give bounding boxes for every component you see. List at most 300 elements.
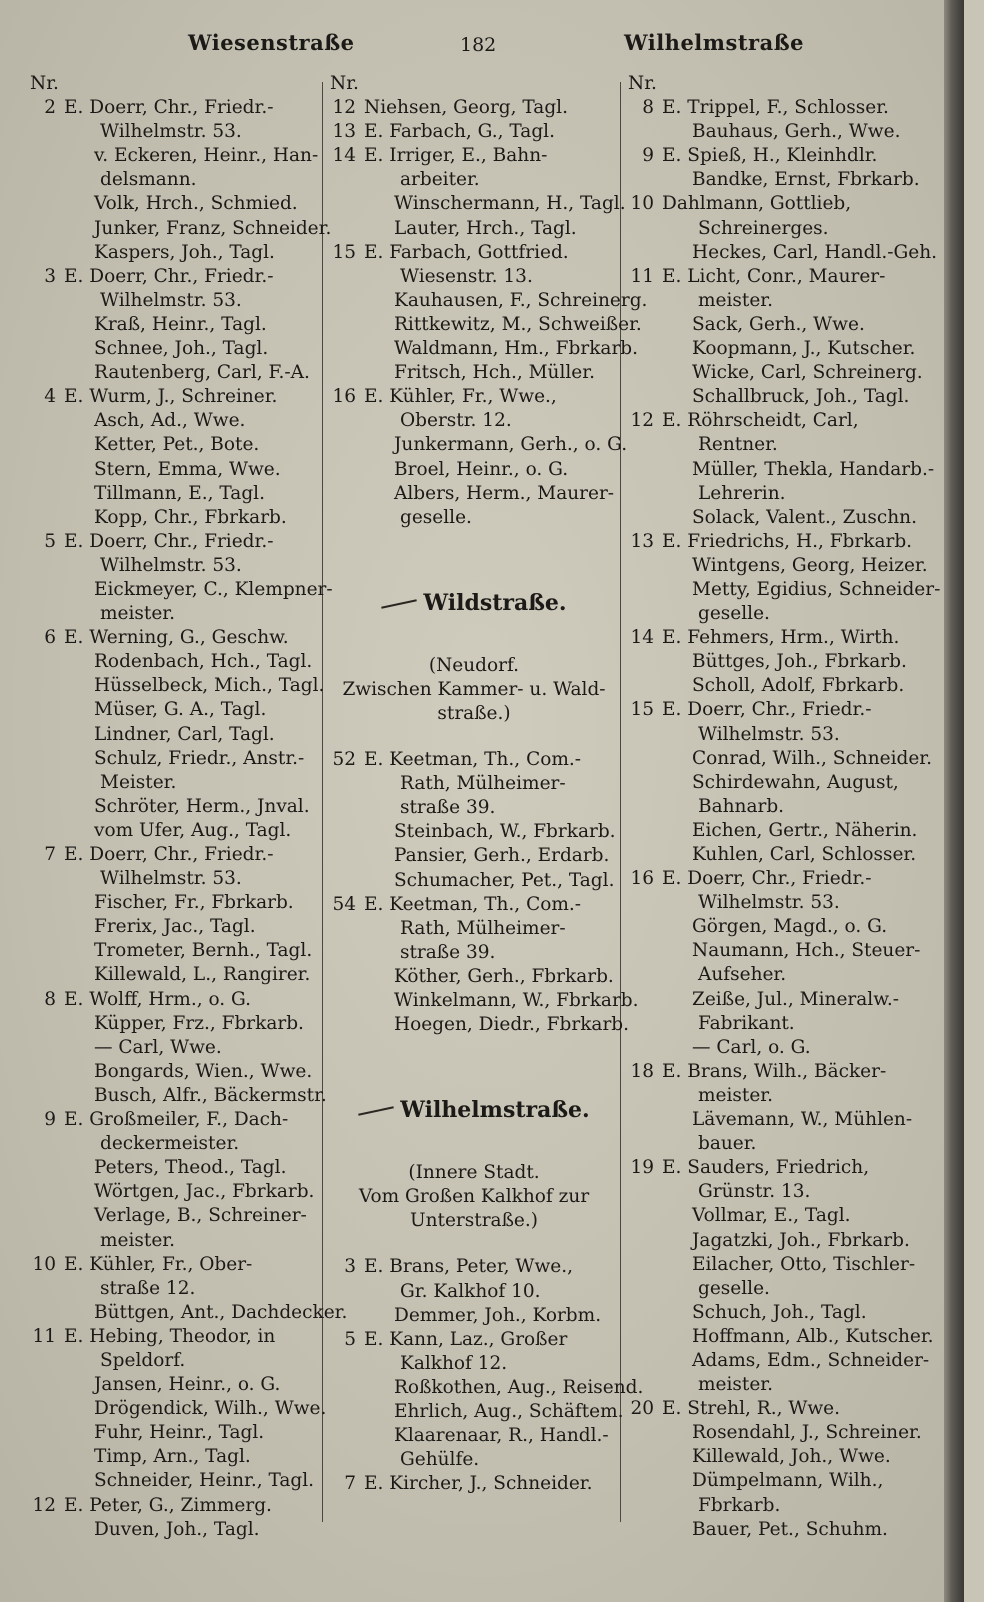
- resident-text: Volk, Hrch., Schmied.: [94, 193, 298, 215]
- entry-continuation: [30, 602, 318, 626]
- resident-entry: [30, 1421, 318, 1445]
- house-number: 5: [44, 530, 56, 552]
- resident-text: bauer.: [698, 1133, 757, 1155]
- resident-text: Wintgens, Georg, Heizer.: [692, 554, 928, 576]
- resident-text: Kraß, Heinr., Tagl.: [94, 313, 267, 335]
- resident-entry: [628, 385, 928, 409]
- resident-text: Rittkewitz, M., Schweißer.: [394, 313, 642, 335]
- house-entry: [30, 843, 318, 867]
- resident-entry: [628, 1349, 928, 1373]
- resident-text: Hoffmann, Alb., Kutscher.: [692, 1325, 934, 1347]
- house-number-label: Nr.: [330, 73, 359, 94]
- house-entry: [628, 626, 928, 650]
- house-number: 18: [630, 1060, 654, 1082]
- resident-entry: [30, 891, 318, 915]
- street-section-heading: [330, 1081, 618, 1139]
- house-number: 19: [630, 1157, 654, 1179]
- resident-entry: [628, 1518, 928, 1542]
- resident-entry: [628, 915, 928, 939]
- resident-text: Hoegen, Diedr., Fbrkarb.: [394, 1014, 630, 1036]
- resident-entry: [30, 1518, 318, 1542]
- house-entry: [30, 626, 318, 650]
- resident-text: E. Kühler, Fr., Ober-: [64, 1253, 253, 1275]
- resident-text: Stern, Emma, Wwe.: [94, 458, 281, 480]
- resident-entry: [30, 1373, 318, 1397]
- resident-text: Zeiße, Jul., Mineralw.-: [692, 988, 899, 1010]
- resident-text: Gehülfe.: [400, 1449, 480, 1471]
- resident-entry: [30, 1445, 318, 1469]
- resident-text: Büttgen, Ant., Dachdecker.: [94, 1301, 348, 1323]
- resident-entry: [30, 337, 318, 361]
- resident-text: E. Brans, Wilh., Bäcker-: [662, 1060, 887, 1082]
- resident-entry: [30, 1397, 327, 1421]
- entry-continuation: [30, 1277, 318, 1301]
- house-number: 12: [630, 410, 654, 432]
- house-number: 3: [344, 1256, 356, 1278]
- resident-text: Wiesenstr. 13.: [400, 265, 533, 287]
- house-entry: [628, 1060, 928, 1084]
- entry-continuation: [628, 963, 928, 987]
- resident-text: Rodenbach, Hch., Tagl.: [94, 651, 313, 673]
- resident-text: Küpper, Frz., Fbrkarb.: [94, 1012, 304, 1034]
- resident-text: Eichen, Gertr., Näherin.: [692, 819, 918, 841]
- resident-text: straße 39.: [400, 941, 496, 963]
- resident-text: Hüsselbeck, Mich., Tagl.: [94, 675, 325, 697]
- house-entry: [628, 698, 928, 722]
- entry-continuation: [628, 602, 928, 626]
- house-number: 7: [344, 1473, 356, 1495]
- house-entry: [330, 241, 618, 265]
- resident-entry: [628, 458, 935, 482]
- resident-text: E. Sauders, Friedrich,: [662, 1157, 870, 1179]
- resident-text: E. Licht, Conr., Maurer-: [662, 265, 886, 287]
- resident-text: Rath, Mülheimer-: [400, 917, 566, 939]
- spacer: [330, 632, 618, 654]
- resident-text: Speldorf.: [100, 1349, 186, 1371]
- house-entry: [30, 988, 318, 1012]
- resident-text: Oberstr. 12.: [400, 410, 512, 432]
- resident-entry: [628, 1204, 928, 1228]
- resident-text: meister.: [698, 1084, 773, 1106]
- resident-text: Sack, Gerh., Wwe.: [692, 313, 865, 335]
- street-section-heading: [330, 574, 618, 632]
- resident-entry: [628, 939, 928, 963]
- resident-text: Verlage, B., Schreiner-: [94, 1205, 307, 1227]
- house-entry: [330, 120, 618, 144]
- resident-entry: [30, 939, 318, 963]
- resident-text: E. Doerr, Chr., Friedr.-: [64, 530, 274, 552]
- resident-entry: [330, 820, 618, 844]
- house-number: 9: [44, 1109, 56, 1131]
- resident-text: Klaarenaar, R., Handl.-: [394, 1425, 609, 1447]
- resident-text: E. Keetman, Th., Com.-: [364, 893, 582, 915]
- resident-text: Frerix, Jac., Tagl.: [94, 916, 256, 938]
- resident-text: Schuch, Joh., Tagl.: [692, 1301, 867, 1323]
- street-name: Wilhelmstraße.: [400, 1097, 590, 1124]
- resident-text: Schneider, Heinr., Tagl.: [94, 1470, 315, 1492]
- header-right-street: Wilhelmstraße: [624, 30, 805, 55]
- resident-text: Busch, Alfr., Bäckermstr.: [94, 1084, 327, 1106]
- house-entry: [628, 530, 928, 554]
- resident-entry: [628, 674, 928, 698]
- pencil-mark: [382, 599, 418, 608]
- resident-entry: [628, 241, 938, 265]
- street-description: [330, 702, 618, 726]
- street-description-text: Unterstraße.): [410, 1210, 538, 1232]
- resident-entry: [330, 289, 648, 313]
- resident-text: Müller, Thekla, Handarb.-: [692, 458, 935, 480]
- resident-text: Winschermann, H., Tagl.: [394, 193, 626, 215]
- house-entry: [330, 385, 618, 409]
- resident-text: E. Spieß, H., Kleinhdlr.: [662, 145, 878, 167]
- resident-entry: [30, 650, 318, 674]
- resident-entry: [330, 1376, 644, 1400]
- resident-text: Bauhaus, Gerh., Wwe.: [692, 121, 901, 143]
- resident-entry: [30, 698, 318, 722]
- resident-text: E. Brans, Peter, Wwe.,: [364, 1256, 573, 1278]
- spacer: [330, 1233, 618, 1255]
- resident-text: Meister.: [100, 771, 177, 793]
- house-number: 12: [32, 1494, 56, 1516]
- entry-continuation: [330, 796, 618, 820]
- resident-text: Wilhelmstr. 53.: [100, 289, 242, 311]
- resident-text: Eickmeyer, C., Klempner-: [94, 578, 333, 600]
- resident-entry: [30, 433, 318, 457]
- resident-text: geselle.: [698, 603, 770, 625]
- resident-text: Bahnarb.: [698, 795, 785, 817]
- resident-text: deckermeister.: [100, 1133, 240, 1155]
- house-number: 11: [630, 265, 654, 287]
- resident-text: Schnee, Joh., Tagl.: [94, 338, 269, 360]
- resident-entry: [30, 674, 325, 698]
- resident-entry: [330, 869, 618, 893]
- resident-text: Steinbach, W., Fbrkarb.: [394, 821, 616, 843]
- resident-text: E. Wolff, Hrm., o. G.: [64, 988, 252, 1010]
- resident-entry: [330, 989, 639, 1013]
- resident-entry: [330, 965, 618, 989]
- resident-text: E. Kühler, Fr., Wwe.,: [364, 386, 557, 408]
- resident-text: E. Hebing, Theodor, in: [64, 1325, 276, 1347]
- entry-continuation: [330, 168, 618, 192]
- resident-text: Kuhlen, Carl, Schlosser.: [692, 844, 917, 865]
- resident-entry: [628, 120, 928, 144]
- resident-entry: [628, 1229, 928, 1253]
- resident-entry: [330, 217, 618, 241]
- resident-text: Gr. Kalkhof 10.: [400, 1280, 541, 1302]
- entry-continuation: [628, 891, 928, 915]
- resident-text: Wilhelmstr. 53.: [100, 868, 242, 890]
- resident-text: Albers, Herm., Maurer-: [394, 482, 615, 504]
- resident-text: Wilhelmstr. 53.: [698, 723, 840, 745]
- house-number: 10: [630, 193, 654, 215]
- entry-continuation: [330, 1280, 618, 1304]
- resident-text: Lävemann, W., Mühlen-: [692, 1109, 913, 1131]
- house-entry: [30, 265, 318, 289]
- entry-continuation: [330, 772, 618, 796]
- resident-text: E. Farbach, Gottfried.: [364, 241, 569, 263]
- house-number: 5: [344, 1328, 356, 1350]
- resident-entry: [30, 144, 318, 168]
- resident-text: Peters, Theod., Tagl.: [94, 1157, 287, 1179]
- resident-text: E. Doerr, Chr., Friedr.-: [64, 844, 274, 865]
- entry-continuation: [30, 1229, 318, 1253]
- resident-text: E. Doerr, Chr., Friedr.-: [64, 97, 274, 119]
- house-number-label: Nr.: [628, 73, 657, 94]
- resident-text: E. Friedrichs, H., Fbrkarb.: [662, 530, 913, 552]
- resident-text: Rentner.: [698, 434, 778, 456]
- entry-continuation: [30, 1349, 318, 1373]
- entry-continuation: [628, 482, 928, 506]
- resident-text: Wörtgen, Jac., Fbrkarb.: [94, 1181, 315, 1203]
- house-entry: [330, 1328, 618, 1352]
- resident-text: Schröter, Herm., Jnval.: [94, 795, 310, 817]
- entry-continuation: [330, 409, 618, 433]
- resident-entry: [628, 506, 928, 530]
- house-number: 9: [642, 145, 654, 167]
- resident-entry: [30, 192, 318, 216]
- resident-text: Scholl, Adolf, Fbrkarb.: [692, 675, 905, 697]
- resident-entry: [628, 361, 928, 385]
- resident-text: delsmann.: [100, 169, 197, 191]
- resident-text: Niehsen, Georg, Tagl.: [364, 97, 568, 119]
- resident-text: E. Keetman, Th., Com.-: [364, 749, 582, 771]
- resident-text: straße 39.: [400, 797, 496, 819]
- resident-text: Fuhr, Heinr., Tagl.: [94, 1422, 265, 1444]
- resident-text: meister.: [698, 289, 773, 311]
- house-entry: [628, 265, 928, 289]
- resident-text: arbeiter.: [400, 169, 480, 191]
- resident-entry: [30, 819, 318, 843]
- resident-entry: [30, 1204, 318, 1228]
- resident-text: Vollmar, E., Tagl.: [692, 1205, 851, 1227]
- resident-entry: [628, 337, 928, 361]
- column-label: [330, 72, 618, 96]
- resident-text: Pansier, Gerh., Erdarb.: [394, 845, 610, 867]
- street-description: [330, 678, 618, 702]
- resident-text: Dahlmann, Gottlieb,: [662, 193, 852, 215]
- resident-entry: [30, 409, 318, 433]
- house-entry: [330, 144, 618, 168]
- resident-entry: [30, 506, 318, 530]
- resident-text: E. Werning, G., Geschw.: [64, 627, 289, 649]
- street-description-text: (Neudorf.: [428, 654, 520, 676]
- resident-entry: [628, 1445, 928, 1469]
- resident-text: Kaspers, Joh., Tagl.: [94, 241, 275, 263]
- entry-continuation: [330, 265, 618, 289]
- resident-text: Demmer, Joh., Korbm.: [394, 1304, 602, 1326]
- resident-entry: [330, 337, 639, 361]
- house-number: 11: [32, 1325, 56, 1347]
- house-number: 7: [44, 844, 56, 865]
- resident-entry: [330, 192, 626, 216]
- resident-text: E. Kann, Laz., Großer: [364, 1328, 568, 1350]
- resident-entry: [628, 578, 941, 602]
- house-entry: [330, 1472, 618, 1496]
- house-number: 13: [630, 530, 654, 552]
- resident-text: E. Strehl, R., Wwe.: [662, 1398, 841, 1420]
- resident-entry: [628, 1253, 928, 1277]
- resident-text: Heckes, Carl, Handl.-Geh.: [692, 241, 938, 263]
- resident-text: — Carl, Wwe.: [94, 1036, 222, 1058]
- resident-entry: [30, 241, 318, 265]
- resident-entry: [628, 313, 928, 337]
- house-number: 6: [44, 627, 56, 649]
- resident-text: Kalkhof 12.: [400, 1352, 508, 1374]
- resident-entry: [30, 217, 332, 241]
- entry-continuation: [628, 217, 928, 241]
- resident-text: Lindner, Carl, Tagl.: [94, 723, 275, 745]
- resident-text: Wilhelmstr. 53.: [100, 554, 242, 576]
- house-entry: [628, 409, 928, 433]
- house-entry: [628, 1156, 928, 1180]
- resident-entry: [628, 168, 928, 192]
- resident-entry: [30, 915, 318, 939]
- house-number: 13: [332, 121, 356, 143]
- resident-text: Wilhelmstr. 53.: [698, 892, 840, 914]
- entry-continuation: [628, 795, 928, 819]
- resident-text: Büttges, Joh., Fbrkarb.: [692, 651, 907, 673]
- spacer: [330, 1037, 618, 1059]
- resident-text: Lehrerin.: [698, 482, 786, 504]
- entry-continuation: [330, 1448, 618, 1472]
- resident-text: E. Peter, G., Zimmerg.: [64, 1494, 272, 1516]
- resident-entry: [30, 1060, 318, 1084]
- resident-text: Broel, Heinr., o. G.: [394, 458, 569, 480]
- entry-continuation: [628, 1012, 928, 1036]
- resident-text: Lauter, Hrch., Tagl.: [394, 217, 577, 239]
- resident-text: E. Kircher, J., Schneider.: [364, 1473, 593, 1495]
- resident-text: meister.: [100, 1229, 175, 1251]
- page-number: 182: [460, 34, 497, 56]
- resident-text: vom Ufer, Aug., Tagl.: [94, 819, 292, 841]
- house-number: 3: [44, 265, 56, 287]
- resident-text: Wilhelmstr. 53.: [100, 121, 242, 143]
- resident-text: straße 12.: [100, 1277, 196, 1299]
- resident-entry: [330, 458, 618, 482]
- house-entry: [30, 1108, 318, 1132]
- resident-text: Rosendahl, J., Schreiner.: [692, 1422, 922, 1444]
- resident-text: — Carl, o. G.: [692, 1036, 811, 1058]
- entry-continuation: [30, 771, 318, 795]
- house-entry: [30, 530, 318, 554]
- column-label: [30, 72, 318, 96]
- house-entry: [628, 144, 928, 168]
- resident-text: Jansen, Heinr., o. G.: [94, 1374, 281, 1396]
- resident-entry: [30, 482, 318, 506]
- resident-text: Asch, Ad., Wwe.: [94, 410, 246, 432]
- resident-entry: [330, 361, 618, 385]
- resident-text: Duven, Joh., Tagl.: [94, 1518, 260, 1540]
- resident-text: E. Fehmers, Hrm., Wirth.: [662, 627, 900, 649]
- entry-continuation: [330, 941, 618, 965]
- resident-text: Rath, Mülheimer-: [400, 773, 566, 795]
- resident-text: Timp, Arn., Tagl.: [94, 1446, 251, 1468]
- resident-entry: [330, 1424, 618, 1448]
- resident-text: E. Trippel, F., Schlosser.: [662, 97, 889, 119]
- resident-text: Schreinerges.: [698, 217, 829, 239]
- entry-continuation: [628, 433, 928, 457]
- street-description: [330, 1161, 618, 1185]
- house-entry: [30, 1325, 318, 1349]
- resident-entry: [628, 843, 928, 867]
- street-description: [330, 654, 618, 678]
- resident-entry: [628, 1108, 928, 1132]
- resident-entry: [628, 771, 928, 795]
- entry-continuation: [628, 1084, 928, 1108]
- resident-text: Junker, Franz, Schneider.: [94, 217, 332, 239]
- resident-text: Wicke, Carl, Schreinerg.: [692, 362, 923, 384]
- resident-text: Koopmann, J., Kutscher.: [692, 338, 916, 360]
- resident-text: Fabrikant.: [698, 1012, 795, 1034]
- house-number: 10: [32, 1253, 56, 1275]
- resident-text: Conrad, Wilh., Schneider.: [692, 747, 932, 769]
- resident-text: E. Großmeiler, F., Dach-: [64, 1109, 289, 1131]
- entry-continuation: [30, 120, 318, 144]
- house-entry: [30, 385, 318, 409]
- resident-entry: [30, 1301, 348, 1325]
- street-description-text: Zwischen Kammer- u. Wald-: [342, 678, 606, 700]
- entry-continuation: [628, 723, 928, 747]
- resident-entry: [628, 554, 928, 578]
- house-entry: [330, 96, 618, 120]
- house-number: 15: [332, 241, 356, 263]
- resident-entry: [628, 1301, 928, 1325]
- resident-text: Killewald, L., Rangirer.: [94, 964, 311, 986]
- resident-entry: [30, 1036, 318, 1060]
- resident-entry: [628, 1421, 928, 1445]
- resident-entry: [30, 1469, 318, 1493]
- resident-text: E. Farbach, G., Tagl.: [364, 121, 555, 143]
- house-entry: [330, 893, 618, 917]
- resident-text: Roßkothen, Aug., Reisend.: [394, 1376, 644, 1398]
- resident-entry: [330, 844, 618, 868]
- resident-text: Schumacher, Pet., Tagl.: [394, 869, 615, 891]
- resident-entry: [330, 482, 618, 506]
- resident-text: Ehrlich, Aug., Schäftem.: [394, 1401, 624, 1423]
- resident-text: Fbrkarb.: [698, 1494, 781, 1516]
- column-label: [628, 72, 928, 96]
- resident-entry: [30, 458, 318, 482]
- resident-entry: [628, 1469, 928, 1493]
- entry-continuation: [628, 1132, 928, 1156]
- house-number: 52: [332, 749, 356, 771]
- resident-text: E. Doerr, Chr., Friedr.-: [64, 265, 274, 287]
- resident-text: Kauhausen, F., Schreinerg.: [394, 289, 648, 311]
- resident-entry: [628, 1325, 934, 1349]
- house-entry: [30, 1253, 318, 1277]
- house-number: 16: [630, 868, 654, 890]
- resident-entry: [30, 1156, 318, 1180]
- resident-entry: [628, 988, 928, 1012]
- house-number: 4: [44, 386, 56, 408]
- resident-text: Fischer, Fr., Fbrkarb.: [94, 892, 294, 914]
- resident-text: Naumann, Hch., Steuer-: [692, 940, 921, 962]
- resident-entry: [330, 433, 628, 457]
- resident-entry: [330, 1013, 630, 1037]
- house-number: 15: [630, 699, 654, 721]
- entry-continuation: [30, 867, 318, 891]
- resident-text: meister.: [698, 1374, 773, 1396]
- resident-text: E. Irriger, E., Bahn-: [364, 145, 548, 167]
- resident-text: Fritsch, Hch., Müller.: [394, 362, 595, 384]
- entry-continuation: [30, 289, 318, 313]
- house-entry: [30, 1494, 318, 1518]
- spacer: [330, 530, 618, 552]
- resident-text: Waldmann, Hm., Fbrkarb.: [394, 338, 639, 360]
- resident-text: Jagatzki, Joh., Fbrkarb.: [692, 1229, 910, 1251]
- resident-text: Junkermann, Gerh., o. G.: [394, 434, 628, 456]
- resident-entry: [330, 1304, 618, 1328]
